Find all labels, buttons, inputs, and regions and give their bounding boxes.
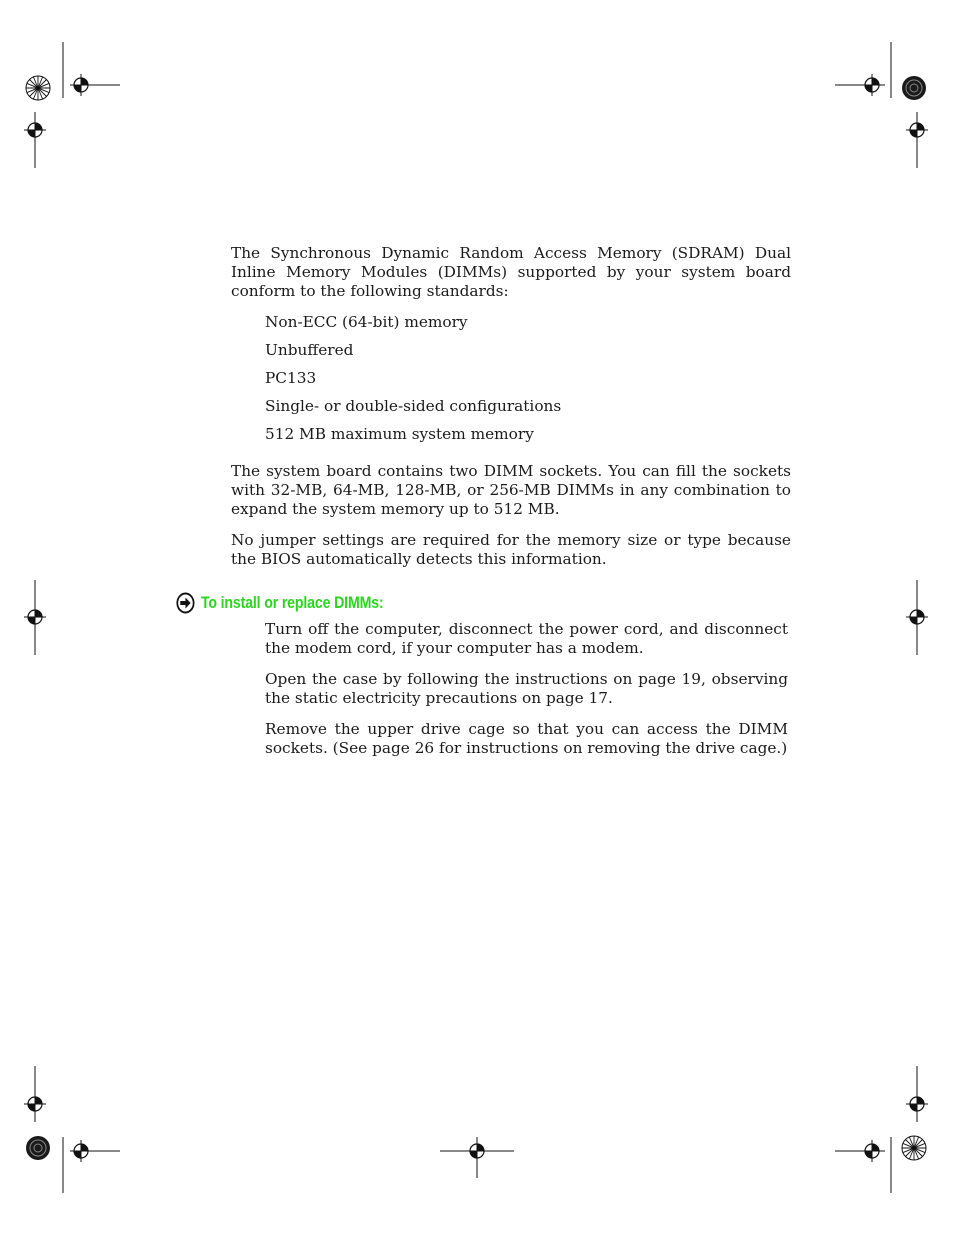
registration-target-icon [466, 1140, 488, 1162]
registration-target-icon [70, 74, 92, 96]
starburst-icon [26, 76, 50, 100]
registration-target-icon [906, 606, 928, 628]
list-item: 512 MB maximum system memory [265, 425, 534, 443]
procedure-steps [265, 620, 788, 770]
registration-target-icon [906, 119, 928, 141]
standards-list [265, 313, 791, 444]
list-item: PC133 [265, 369, 317, 387]
list-item: Remove the upper drive cage so that you can access the DIMM sockets. (See page 26 for instructions on removing the drive cage.) [265, 720, 788, 757]
starburst-icon [26, 1136, 50, 1160]
registration-target-icon [24, 1093, 46, 1115]
procedure-heading [176, 592, 384, 614]
jumper-paragraph: No jumper settings are required for the memory size or type because the BIOS automatically detects this information. [231, 531, 791, 568]
registration-target-icon [24, 119, 46, 141]
starburst-icon [902, 1136, 926, 1160]
registration-target-icon [70, 1140, 92, 1162]
sockets-paragraph: The system board contains two DIMM sockets. You can fill the sockets with 32-MB, 64-MB, 128-MB, or 256-MB DIMMs in any combination to expand the system memory up to 512 MB. [231, 462, 791, 518]
registration-target-icon [861, 1140, 883, 1162]
body-text [231, 244, 791, 581]
arrow-right-circle-icon [176, 592, 195, 614]
registration-target-icon [906, 1093, 928, 1115]
list-item: Single- or double-sided configurations [265, 397, 562, 415]
intro-paragraph: The Synchronous Dynamic Random Access Memory (SDRAM) Dual Inline Memory Modules (DIMMs) supported by your system board conform to the following standards: [231, 244, 791, 300]
list-item: Open the case by following the instructions on page 19, observing the static electricity precautions on page 17. [265, 670, 788, 707]
list-item: Non-ECC (64-bit) memory [265, 313, 468, 331]
list-item: Turn off the computer, disconnect the power cord, and disconnect the modem cord, if your computer has a modem. [265, 620, 788, 657]
registration-target-icon [24, 606, 46, 628]
starburst-icon [902, 76, 926, 100]
list-item: Unbuffered [265, 341, 354, 359]
procedure-title: To install or replace DIMMs: [200, 593, 384, 612]
registration-target-icon [861, 74, 883, 96]
